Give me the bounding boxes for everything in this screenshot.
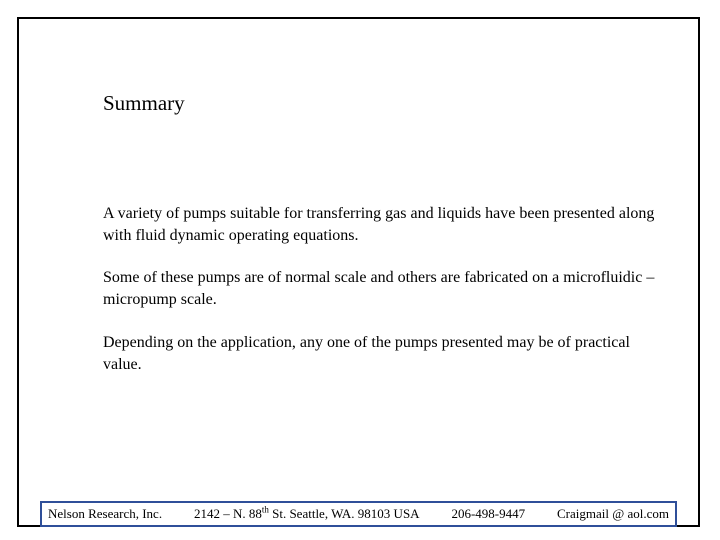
- footer-address: 2142 – N. 88th St. Seattle, WA. 98103 USA: [193, 504, 420, 521]
- summary-paragraph-3: Depending on the application, any one of the pumps presented may be of practical value.: [103, 334, 630, 373]
- slide-title: Summary: [103, 91, 185, 115]
- footer-bar: [40, 501, 677, 527]
- summary-paragraph-1: A variety of pumps suitable for transferring gas and liquids have been presented along with fluid dynamic operating equations.: [103, 205, 655, 244]
- footer-email: Craigmail @ aol.com: [557, 506, 669, 521]
- summary-paragraph-2: Some of these pumps are of normal scale and others are fabricated on a microfluidic – micropump scale.: [103, 269, 655, 308]
- footer-phone: 206-498-9447: [451, 506, 526, 521]
- footer-company: Nelson Research, Inc.: [48, 506, 163, 521]
